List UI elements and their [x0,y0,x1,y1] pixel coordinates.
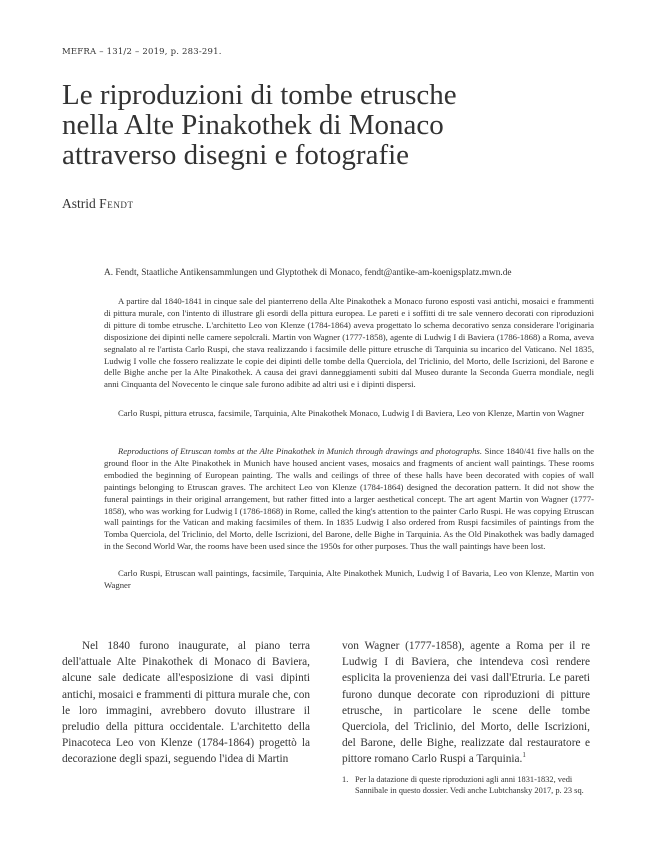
footnote [342,774,592,797]
title-line-2: nella Alte Pinakothek di Monaco [62,109,444,141]
abstract-english-title: Reproductions of Etruscan tombs at the Alte Pinakothek in Munich through drawings and photographs. [118,446,482,456]
body-paragraph-left: Nel 1840 furono inaugurate, al piano terra dell'attuale Alte Pinakothek di Monaco di Baviera, alcune sale dedicate all'esposizione di vasi dipinti antichi, mosaici e frammenti di pittura murale che, con le loro immagini, avrebbero dovuto illustrare il preludio della pittura occidentale. L'architetto della Pinacoteca Leo von Klenze (1784-1864) progettò la decorazione degli spazi, seguendo l'idea di Martin [62,640,310,766]
keywords-english-text: Carlo Ruspi, Etruscan wall paintings, facsimile, Tarquinia, Alte Pinakothek Munich, Ludwig I of Bavaria, Leo von Klenze, Martin von Wagner [104,568,594,590]
author-last-name: Fendt [99,196,134,211]
footnote-text: Per la datazione di queste riproduzioni agli anni 1831-1832, vedi Sannibale in questo dossier. Vedi anche Lubtchansky 2017, p. 23 sq. [355,775,584,796]
author-name [62,196,134,212]
body-text-right: von Wagner (1777-1858), agente a Roma per il re Ludwig I di Baviera, che intendeva così rendere esplicita la provenienza dei vasi dall'Etruria. Le pareti furono dunque decorate con riproduzioni di pitture etrusche, in particolare le scene delle tombe Querciola, del Triclinio, del Morto, delle Iscrizioni, del Barone, delle Bighe, realizzate dal restauratore e pittore romano Carlo Ruspi a Tarquinia. [342,640,590,766]
body-column-right [342,638,590,768]
abstract-english-text [104,446,594,553]
abstract-italian [104,296,594,391]
title-line-3: attraverso disegni e fotografie [62,139,410,171]
footnote-number: 1. [342,775,349,784]
article-title [62,80,622,170]
journal-reference: MEFRA – 131/2 – 2019, p. 283-291. [62,47,222,57]
body-paragraph-right [342,638,590,768]
abstract-english-body: Since 1840/41 five halls on the ground floor in the Alte Pinakothek in Munich have housed ancient vases, mosaics and fragments of ancient wall paintings. These rooms embodied the beginning of European painting. The walls and ceilings of three of these halls have been decorated with copies of wall paintings belonging to Etruscan graves. The architect Leo von Klenze (1784-1864) designed the decoration pattern. It did not show the funeral paintings in their original arrangement, but rather fitted into a larger aesthetical concept. The art agent Martin von Wagner (1777-1858), who was working for Ludwig I (1786-1868) in Rome, called the king's attention to the painter Carlo Ruspi. He was copying Etruscan wall paintings for the Vatican and making facsimiles of them. In 1835 Ludwig I also ordered from Ruspi facsimiles of paintings from the Tomba Querciola, del Triclinio, del Morto, delle Iscrizioni, del Barone, delle Bighe in Tarquinia. As the Old Pinakothek was badly damaged in the Second World War, the rooms have been used since the 1950s for other purposes. Thus the wall paintings have been lost. [104,446,595,552]
body-column-left [62,638,310,768]
keywords-english [104,568,594,592]
author-affiliation: A. Fendt, Staatliche Antikensammlungen und Glyptothek di Monaco, fendt@antike-am-koenigsplatz.mwn.de [104,268,512,278]
author-first-name: Astrid [62,196,96,211]
abstract-english [104,446,594,553]
footnote-reference[interactable]: 1 [522,751,526,760]
keywords-italian [104,408,594,420]
title-line-1: Le riproduzioni di tombe etrusche [62,79,457,111]
abstract-italian-text: A partire dal 1840-1841 in cinque sale del pianterreno della Alte Pinakothek a Monaco furono esposti vasi antichi, mosaici e frammenti di pittura murale, con l'intento di illustrare gli esordi della pittura europea. Le pareti e i soffitti di tre sale vennero decorati con riproduzioni di pitture di tombe etrusche. L'architetto Leo von Klenze (1784-1864) aveva progettato lo schema decorativo senza considerare l'originaria disposizione dei dipinti nelle camere sepolcrali. Martin von Wagner (1777-1858), agente di Ludwig I di Baviera (1786-1868) a Roma, aveva segnalato al re l'artista Carlo Ruspi, che stava realizzando i facsimile delle pitture etrusche di Tarquinia su incarico del Vaticano. Nel 1835, Ludwig I volle che fossero realizzate le copie dei dipinti delle tombe della Querciola, del Triclinio, del Morto, delle Iscrizioni, del Barone e delle Bighe anche per la Alte Pinakothek. A causa dei gravi danneggiamenti subiti dal Museo durante la Seconda Guerra mondiale, negli anni Cinquanta del Novecento le cinque sale furono adibite ad altri usi e i dipinti dispersi. [104,296,594,390]
keywords-italian-text: Carlo Ruspi, pittura etrusca, facsimile, Tarquinia, Alte Pinakothek Monaco, Ludwig I di Baviera, Leo von Klenze, Martin von Wagner [118,408,585,418]
